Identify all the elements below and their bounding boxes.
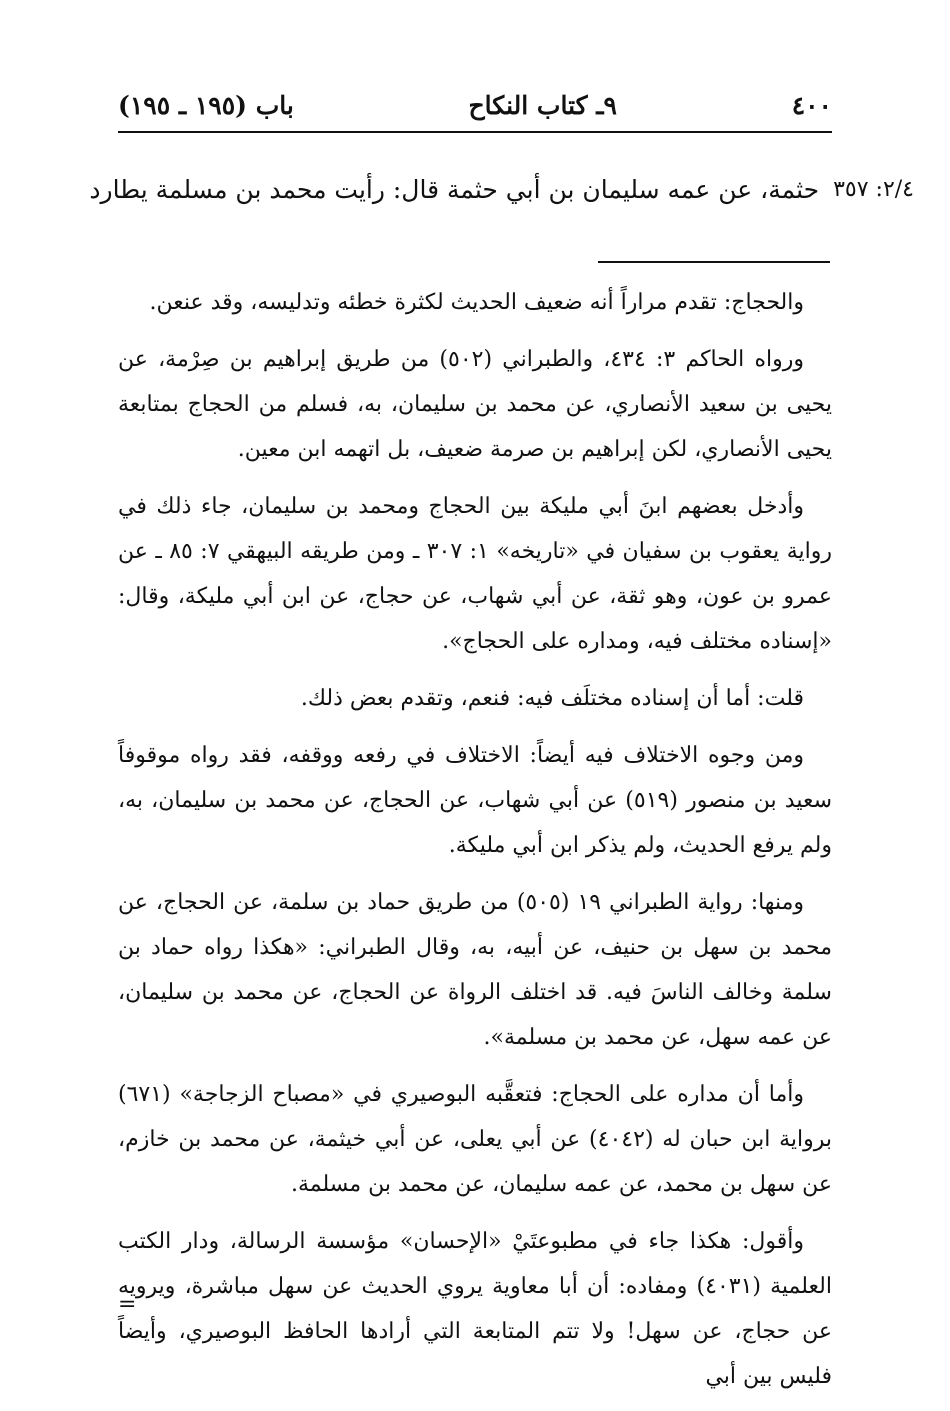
running-header bbox=[118, 84, 832, 126]
footnotes bbox=[118, 280, 832, 1411]
footnote-paragraph: وأما أن مداره على الحجاج: فتعقَّبه البوصيري في «مصباح الزجاجة» (٦٧١) برواية ابن حبان له (٤٠٤٢) عن أبي يعلى، عن أبي خيثمة، عن محمد بن خازم، عن سهل بن محمد، عن عمه سليمان، عن محمد بن مسلمة. bbox=[118, 1082, 832, 1197]
footnote-paragraph: وأدخل بعضهم ابنَ أبي مليكة بين الحجاج ومحمد بن سليمان، جاء ذلك في رواية يعقوب بن سفيان في «تاريخه» ١: ٣٠٧ ـ ومن طريقه البيهقي ٧: ٨٥ ـ عن عمرو بن عون، وهو ثقة، عن أبي شهاب، عن حجاج، عن ابن أبي مليكة، وقال: «إسناده مختلف فيه، ومداره على الحجاج». bbox=[118, 494, 833, 654]
chapter-range: باب (١٩٥ ـ ١٩٥) bbox=[118, 90, 294, 120]
footnote-separator bbox=[598, 261, 830, 263]
continuation-mark: = bbox=[118, 1292, 137, 1317]
footnote-paragraph: قلت: أما أن إسناده مختلَف فيه: فنعم، وتقدم بعض ذلك. bbox=[300, 686, 804, 711]
footnote-paragraph: ومنها: رواية الطبراني ١٩ (٥٠٥) من طريق حماد بن سلمة، عن الحجاج، عن محمد بن سهل بن حنيف، عن أبيه، به، وقال الطبراني: «هكذا رواه حماد بن سلمة وخالف الناسَ فيه. قد اختلف الرواة عن الحجاج، عن محمد بن سليمان، عن عمه سهل، عن محمد بن مسلمة». bbox=[118, 890, 832, 1050]
volume-page-reference: ٢/٤: ٣٥٧ bbox=[833, 176, 914, 202]
book-title: ٩ـ كتاب النكاح bbox=[468, 90, 617, 120]
footnote-paragraph: والحجاج: تقدم مراراً أنه ضعيف الحديث لكثرة خطئه وتدليسه، وقد عنعن. bbox=[149, 290, 804, 315]
footnote-paragraph: ورواه الحاكم ٣: ٤٣٤، والطبراني (٥٠٢) من طريق إبراهيم بن صِرْمة، عن يحيى بن سعيد الأنصاري، عن محمد بن سليمان، به، فسلم من الحجاج بمتابعة يحيى الأنصاري، لكن إبراهيم بن صرمة ضعيف، بل اتهمه ابن معين. bbox=[118, 347, 832, 462]
footnote-paragraph: وأقول: هكذا جاء في مطبوعتَيْ «الإحسان» مؤسسة الرسالة، ودار الكتب العلمية (٤٠٣١) ومفاده: أن أبا معاوية يروي الحديث عن سهل مباشرة، ويرويه عن حجاج، عن سهل! ولا تتم المتابعة التي أرادها الحافظ البوصيري، وأيضاً فليس بين أبي bbox=[118, 1229, 832, 1389]
main-text: حثمة، عن عمه سليمان بن أبي حثمة قال: رأيت محمد بن مسلمة يطارد bbox=[89, 174, 820, 204]
main-text-line bbox=[89, 163, 914, 215]
footnote-paragraph: ومن وجوه الاختلاف فيه أيضاً: الاختلاف في رفعه ووقفه، فقد رواه موقوفاً سعيد بن منصور (٥١٩) عن أبي شهاب، عن الحجاج، عن محمد بن سليمان، به، ولم يرفع الحديث، ولم يذكر ابن أبي مليكة. bbox=[118, 743, 833, 858]
page-number: ٤٠٠ bbox=[791, 90, 832, 120]
header-rule bbox=[118, 131, 832, 133]
